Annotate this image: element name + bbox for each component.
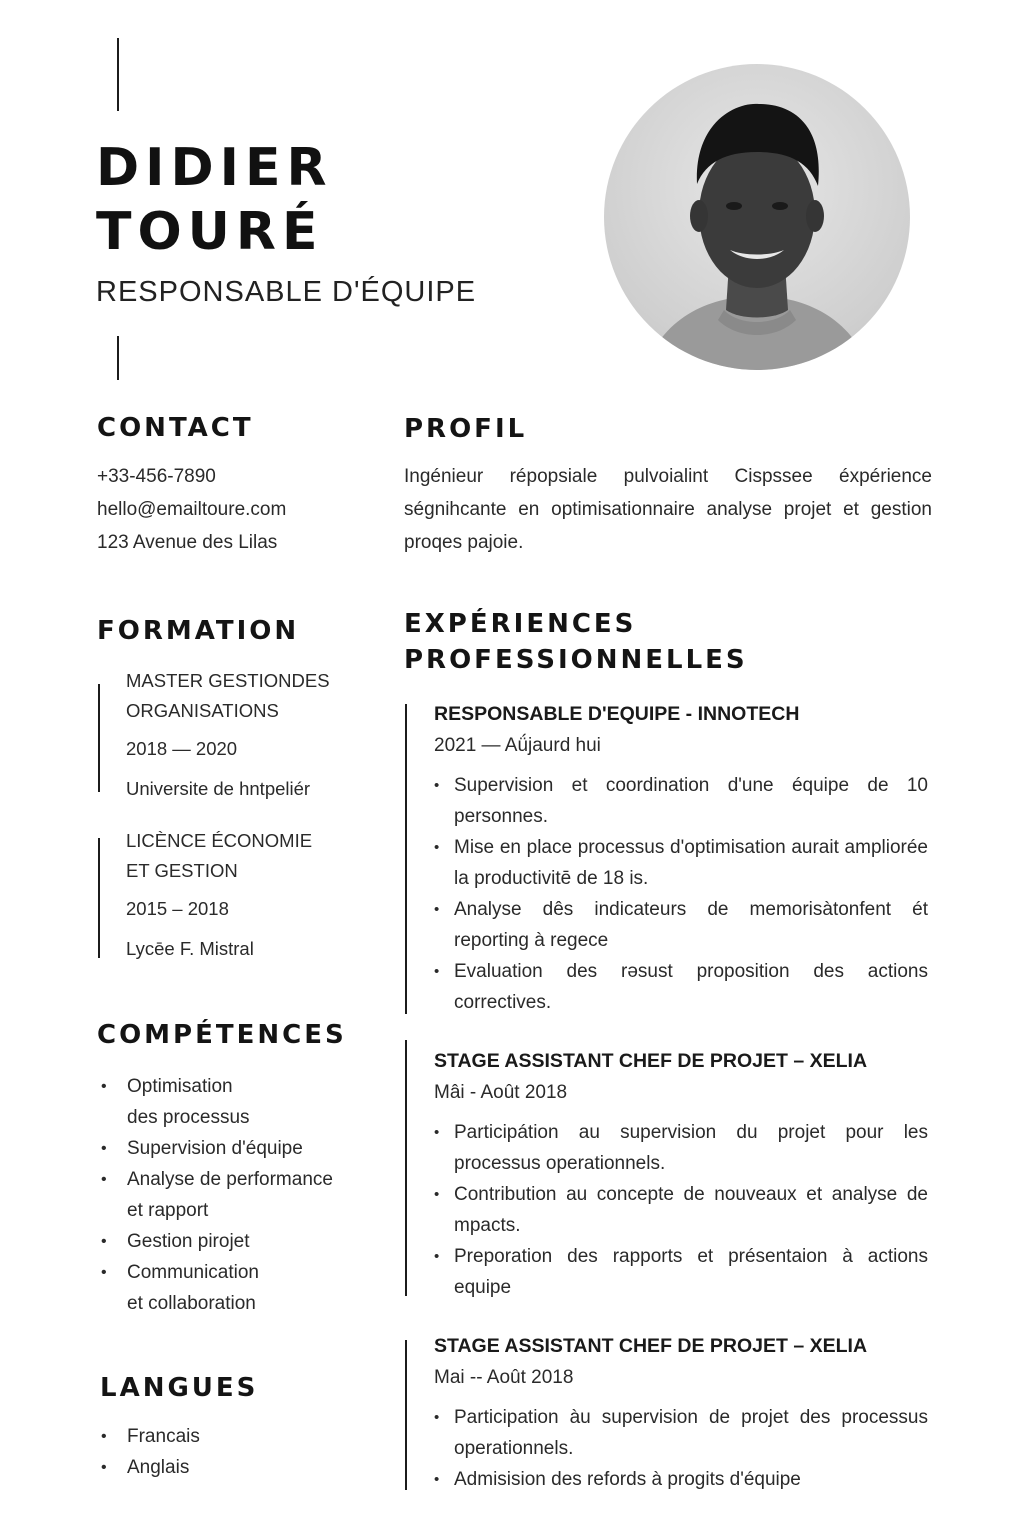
profile-heading: PROFIL [404, 414, 528, 444]
job-bullet: • Admisision des refords à progits d'équipe [434, 1464, 928, 1495]
skill-item: • Analyse de performance et rapport [99, 1164, 333, 1226]
job-bullet: • Preporation des rapports et présentaion à actions equipe [434, 1241, 928, 1303]
degree-line-1: LICÈNCE ÉCONOMIE [126, 830, 313, 851]
profile-text: Ingénieur répopsiale pulvoialint Cispssee éxpérience ségnihcante en optimisationnaire analyse projet et gestion proqes pajoie. [404, 466, 932, 553]
education-school: Universite de hntpeliér [126, 778, 311, 799]
education-years: 2018 — 2020 [126, 738, 238, 759]
job-dates: Mâi - Août 2018 [434, 1082, 568, 1103]
job-3-line [405, 1340, 407, 1490]
job-bullets [434, 770, 928, 1018]
education-item-2 [126, 826, 312, 964]
education-years: 2015 – 2018 [126, 898, 229, 919]
profile-photo [604, 64, 910, 370]
education-school: Lycēe F. Mistral [126, 938, 254, 959]
skill-item: • Gestion pirojet [99, 1226, 333, 1257]
first-name: DIDIER [96, 138, 333, 198]
contact-details [97, 460, 286, 559]
contact-email: hello@emailtoure.com [97, 499, 287, 520]
degree-line-2: ORGANISATIONS [126, 700, 279, 721]
skill-item: • Supervision d'équipe [99, 1133, 333, 1164]
job-1 [434, 699, 928, 1018]
experience-heading-line-1: EXPÉRIENCES [404, 609, 637, 639]
contact-heading: CONTACT [97, 413, 254, 443]
languages-list [99, 1421, 200, 1483]
job-bullets [434, 1402, 928, 1495]
education-heading: FORMATION [97, 616, 300, 646]
skills-list [99, 1071, 333, 1319]
contact-phone: +33-456-7890 [97, 466, 216, 487]
job-bullet: • Participátion au supervision du projet pour les processus operationnels. [434, 1117, 928, 1179]
job-3 [434, 1331, 928, 1495]
job-bullet: • Contribution au concepte de nouveaux et analyse de mpacts. [434, 1179, 928, 1241]
job-2-line [405, 1040, 407, 1296]
language-item: • Francais [99, 1421, 200, 1452]
job-dates: 2021 — Aǘjaurd hui [434, 735, 601, 756]
job-bullet: • Participation àu supervision de projet des processus operationnels. [434, 1402, 928, 1464]
job-dates: Mai -- Août 2018 [434, 1367, 574, 1388]
experience-heading [404, 606, 748, 678]
job-title: RESPONSABLE D'EQUIPE - INNOTECH [434, 703, 800, 725]
job-bullets [434, 1117, 928, 1303]
job-bullet: • Analyse dês indicateurs de memorisàtonfent ét reporting à regece [434, 894, 928, 956]
contact-address: 123 Avenue des Lilas [97, 532, 278, 553]
job-bullet: • Mise en place processus d'optimisation aurait ampliorée la productivitē de 18 is. [434, 832, 928, 894]
languages-heading: LANGUES [100, 1373, 259, 1403]
education-line-2 [98, 838, 100, 958]
job-title: RESPONSABLE D'ÉQUIPE [96, 276, 477, 308]
education-item-1 [126, 666, 330, 804]
header-bottom-line [117, 336, 119, 380]
language-item: • Anglais [99, 1452, 200, 1483]
education-line-1 [98, 684, 100, 792]
job-title: STAGE ASSISTANT CHEF DE PROJET – XELIA [434, 1335, 868, 1357]
degree-line-1: MASTER GESTIONDES [126, 670, 330, 691]
job-title: STAGE ASSISTANT CHEF DE PROJET – XELIA [434, 1050, 868, 1072]
last-name: TOURÉ [96, 202, 324, 262]
experience-heading-line-2: PROFESSIONNELLES [404, 645, 748, 675]
skills-heading: COMPÉTENCES [97, 1020, 347, 1050]
job-1-line [405, 704, 407, 1014]
person-name [96, 136, 333, 264]
job-bullet: • Evaluation des rəsust proposition des actions correctives. [434, 956, 928, 1018]
skill-item: • Communication et collaboration [99, 1257, 333, 1319]
degree-line-2: ET GESTION [126, 860, 238, 881]
job-2 [434, 1046, 928, 1303]
portrait-illustration [604, 64, 910, 370]
job-bullet: • Supervision et coordination d'une équipe de 10 personnes. [434, 770, 928, 832]
skill-item: • Optimisation des processus [99, 1071, 333, 1133]
header-top-line [117, 38, 119, 111]
